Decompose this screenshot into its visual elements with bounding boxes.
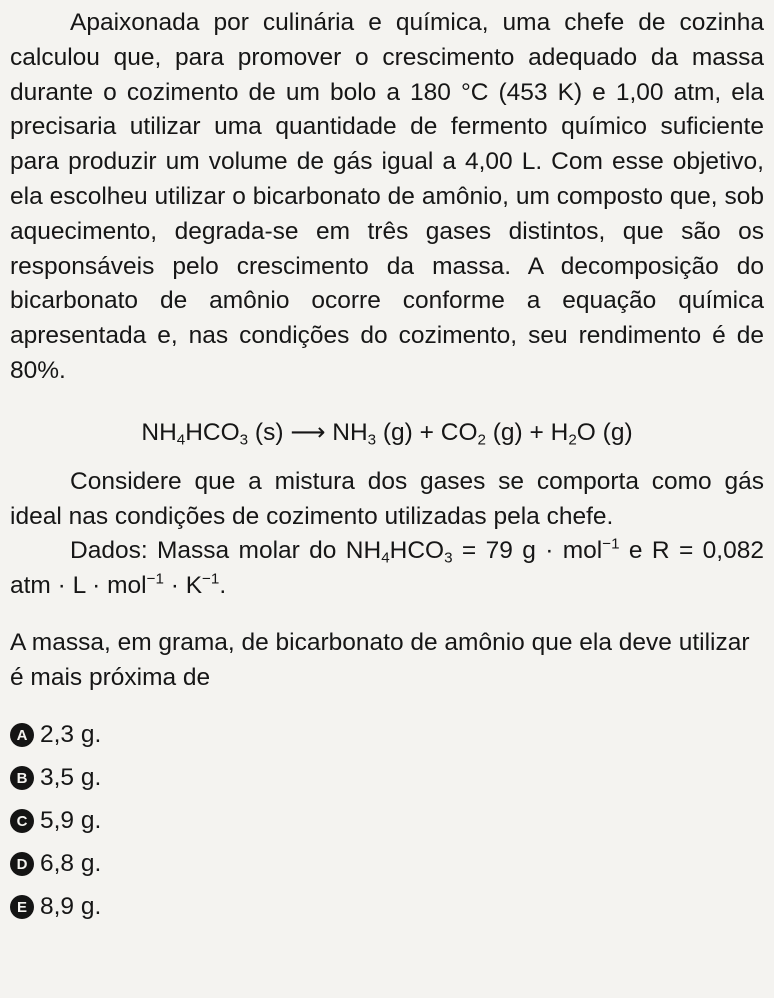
option-d[interactable] xyxy=(10,843,764,886)
eq-product-co2: CO xyxy=(440,418,478,446)
option-e[interactable] xyxy=(10,886,764,929)
answer-options xyxy=(10,714,764,929)
option-a-letter-badge: A xyxy=(10,723,34,747)
data-lead: Dados: Massa molar do NH xyxy=(70,537,382,565)
option-c-text: 5,9 g. xyxy=(40,807,102,835)
eq-product3-end: O (g) xyxy=(576,418,633,446)
ideal-gas-paragraph: Considere que a mistura dos gases se comporta como gás ideal nas condições de cozimento utilizadas pela chefe. xyxy=(10,467,764,530)
data-exp-3: −1 xyxy=(202,570,220,588)
data-kelvin: · K xyxy=(163,572,203,600)
option-e-text: 8,9 g. xyxy=(40,893,102,921)
data-end: . xyxy=(219,572,227,600)
option-a-text: 2,3 g. xyxy=(40,721,102,749)
data-exp-1: −1 xyxy=(602,535,620,553)
data-molar-mass: = 79 g · mol xyxy=(452,537,603,565)
eq-sub-4: 4 xyxy=(176,431,186,449)
data-exp-2: −1 xyxy=(146,570,164,588)
option-e-letter-badge: E xyxy=(10,895,34,919)
eq-product-nh3: NH xyxy=(325,418,368,446)
eq-reactant-state: (s) xyxy=(248,418,291,446)
option-b-text: 3,5 g. xyxy=(40,764,102,792)
option-b-letter-badge: B xyxy=(10,766,34,790)
intro-paragraph: Apaixonada por culinária e química, uma chefe de cozinha calculou que, para promover o crescimento adequado da massa durante o cozimento de um bolo a 180 °C (453 K) e 1,00 atm, ela precisaria utilizar uma quantidade de fermento químico suficiente para produzir um volume de gás igual a 4,00 L. Com esse objetivo, ela escolheu utilizar o bicarbonato de amônio, um composto que, sob aquecimento, degrada-se em três gases distintos, que são os responsáveis pelo crescimento da massa. A decomposição do bicarbonato de amônio ocorre conforme a equação química apresentada e, nas condições do cozimento, seu rendimento é de 80%. xyxy=(10,9,764,384)
option-d-text: 6,8 g. xyxy=(40,850,102,878)
data-hco: HCO xyxy=(389,537,445,565)
chemical-equation xyxy=(10,415,764,451)
option-d-letter-badge: D xyxy=(10,852,34,876)
data-sub-4: 4 xyxy=(381,549,390,567)
eq-sub-co2: 2 xyxy=(477,431,486,449)
data-sub-3: 3 xyxy=(444,549,453,567)
option-c-letter-badge: C xyxy=(10,809,34,833)
option-b[interactable] xyxy=(10,757,764,800)
question-prompt: A massa, em grama, de bicarbonato de amônio que ela deve utilizar é mais próxima de xyxy=(10,628,750,691)
eq-sub-3: 3 xyxy=(239,431,249,449)
eq-reactant-nh: NH xyxy=(141,418,177,446)
option-a[interactable] xyxy=(10,714,764,757)
eq-reactant-hco: HCO xyxy=(185,418,240,446)
eq-product2-state: (g) + xyxy=(485,418,551,446)
eq-product-h2o: H xyxy=(550,418,569,446)
data-gas-constant: e R = 0,082 atm · L · mol xyxy=(10,537,764,600)
eq-sub-h2o: 2 xyxy=(568,431,577,449)
eq-sub-nh3: 3 xyxy=(367,431,377,449)
option-c[interactable] xyxy=(10,800,764,843)
data-paragraph xyxy=(10,534,764,604)
eq-product1-state: (g) + xyxy=(376,418,441,446)
eq-arrow: ⟶ xyxy=(290,418,326,446)
